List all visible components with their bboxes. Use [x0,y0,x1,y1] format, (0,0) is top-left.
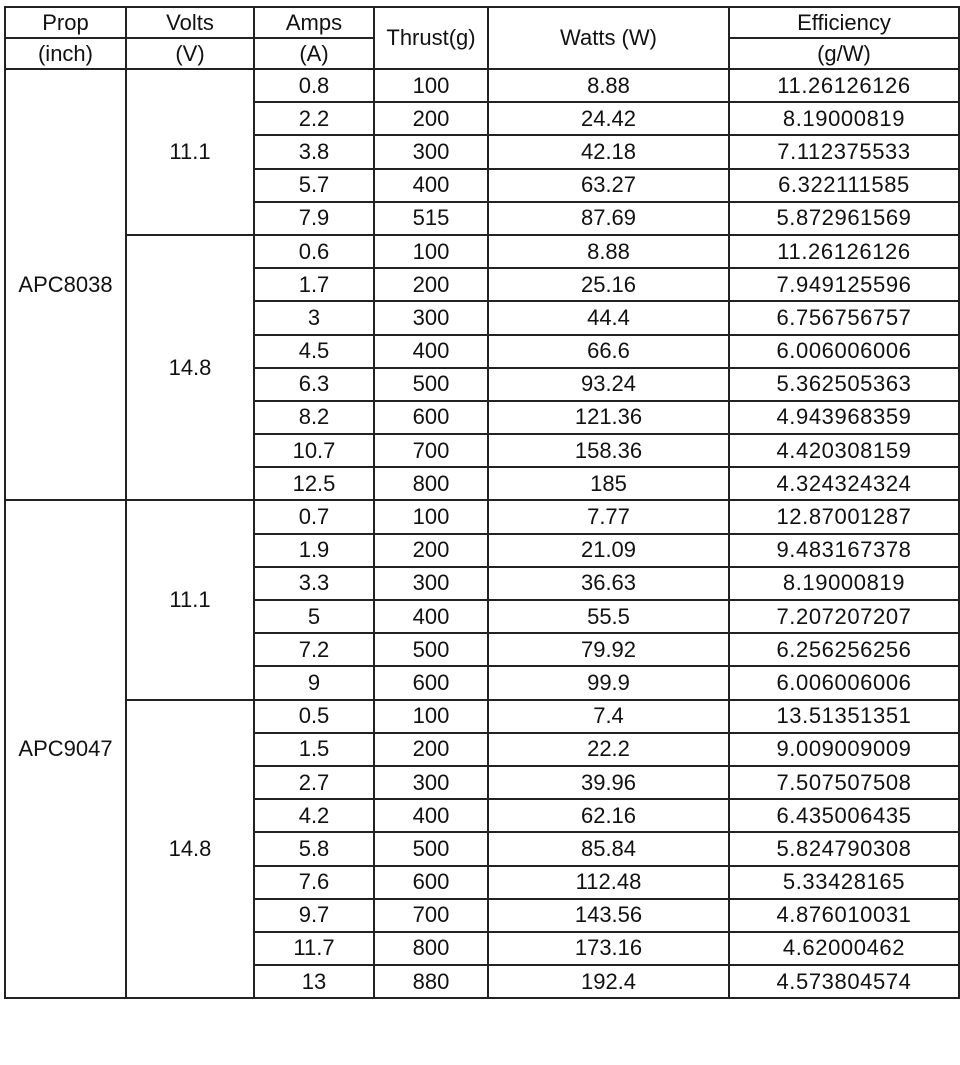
amps-cell: 9 [254,666,374,699]
watts-cell: 173.16 [488,932,729,965]
header-efficiency: Efficiency [729,7,959,38]
header-efficiency-unit: (g/W) [729,38,959,69]
amps-cell: 3.3 [254,567,374,600]
efficiency-cell: 9.009009009 [729,733,959,766]
header-thrust: Thrust(g) [374,7,488,69]
amps-cell: 1.7 [254,268,374,301]
watts-cell: 158.36 [488,434,729,467]
efficiency-cell: 4.943968359 [729,401,959,434]
watts-cell: 63.27 [488,169,729,202]
amps-cell: 2.2 [254,102,374,135]
watts-cell: 24.42 [488,102,729,135]
watts-cell: 42.18 [488,135,729,168]
efficiency-cell: 4.420308159 [729,434,959,467]
efficiency-cell: 5.824790308 [729,832,959,865]
header-prop: Prop [5,7,126,38]
efficiency-cell: 6.006006006 [729,335,959,368]
efficiency-cell: 5.33428165 [729,866,959,899]
prop-cell: APC8038 [5,69,126,500]
thrust-cell: 200 [374,268,488,301]
table-header [5,7,959,69]
amps-cell: 3 [254,301,374,334]
watts-cell: 99.9 [488,666,729,699]
amps-cell: 2.7 [254,766,374,799]
table-body [5,69,959,998]
header-volts-unit: (V) [126,38,254,69]
header-amps: Amps [254,7,374,38]
thrust-cell: 300 [374,135,488,168]
volts-cell: 14.8 [126,235,254,501]
watts-cell: 87.69 [488,202,729,235]
thrust-cell: 880 [374,965,488,998]
watts-cell: 8.88 [488,69,729,102]
table-row [5,700,959,733]
volts-cell: 11.1 [126,69,254,235]
watts-cell: 22.2 [488,733,729,766]
thrust-cell: 300 [374,301,488,334]
amps-cell: 6.3 [254,368,374,401]
efficiency-cell: 7.507507508 [729,766,959,799]
amps-cell: 7.9 [254,202,374,235]
thrust-cell: 800 [374,467,488,500]
amps-cell: 4.5 [254,335,374,368]
watts-cell: 39.96 [488,766,729,799]
prop-cell: APC9047 [5,500,126,998]
amps-cell: 13 [254,965,374,998]
thrust-cell: 100 [374,235,488,268]
efficiency-cell: 6.322111585 [729,169,959,202]
thrust-table-container [4,6,958,999]
thrust-cell: 700 [374,899,488,932]
table-row [5,69,959,102]
efficiency-cell: 5.362505363 [729,368,959,401]
thrust-cell: 200 [374,102,488,135]
thrust-cell: 500 [374,368,488,401]
amps-cell: 10.7 [254,434,374,467]
amps-cell: 9.7 [254,899,374,932]
amps-cell: 5.8 [254,832,374,865]
thrust-cell: 100 [374,69,488,102]
thrust-cell: 500 [374,633,488,666]
watts-cell: 7.77 [488,500,729,533]
thrust-cell: 800 [374,932,488,965]
amps-cell: 7.6 [254,866,374,899]
header-row-1 [5,7,959,38]
watts-cell: 121.36 [488,401,729,434]
efficiency-cell: 13.51351351 [729,700,959,733]
amps-cell: 4.2 [254,799,374,832]
efficiency-cell: 6.256256256 [729,633,959,666]
thrust-cell: 400 [374,169,488,202]
amps-cell: 0.5 [254,700,374,733]
watts-cell: 25.16 [488,268,729,301]
table-row [5,500,959,533]
watts-cell: 143.56 [488,899,729,932]
watts-cell: 93.24 [488,368,729,401]
efficiency-cell: 4.324324324 [729,467,959,500]
header-volts: Volts [126,7,254,38]
amps-cell: 11.7 [254,932,374,965]
thrust-cell: 500 [374,832,488,865]
efficiency-cell: 8.19000819 [729,102,959,135]
efficiency-cell: 11.26126126 [729,235,959,268]
thrust-cell: 100 [374,700,488,733]
watts-cell: 55.5 [488,600,729,633]
efficiency-cell: 5.872961569 [729,202,959,235]
thrust-cell: 200 [374,534,488,567]
thrust-cell: 600 [374,866,488,899]
amps-cell: 7.2 [254,633,374,666]
amps-cell: 3.8 [254,135,374,168]
watts-cell: 66.6 [488,335,729,368]
amps-cell: 1.5 [254,733,374,766]
efficiency-cell: 12.87001287 [729,500,959,533]
amps-cell: 5 [254,600,374,633]
thrust-cell: 100 [374,500,488,533]
amps-cell: 1.9 [254,534,374,567]
watts-cell: 112.48 [488,866,729,899]
header-watts: Watts (W) [488,7,729,69]
efficiency-cell: 4.573804574 [729,965,959,998]
watts-cell: 185 [488,467,729,500]
header-prop-unit: (inch) [5,38,126,69]
thrust-cell: 515 [374,202,488,235]
amps-cell: 0.8 [254,69,374,102]
amps-cell: 0.6 [254,235,374,268]
watts-cell: 44.4 [488,301,729,334]
watts-cell: 79.92 [488,633,729,666]
efficiency-cell: 7.949125596 [729,268,959,301]
thrust-data-table [4,6,960,999]
watts-cell: 7.4 [488,700,729,733]
watts-cell: 36.63 [488,567,729,600]
watts-cell: 192.4 [488,965,729,998]
thrust-cell: 200 [374,733,488,766]
thrust-cell: 400 [374,335,488,368]
thrust-cell: 300 [374,766,488,799]
header-amps-unit: (A) [254,38,374,69]
efficiency-cell: 9.483167378 [729,534,959,567]
volts-cell: 11.1 [126,500,254,699]
amps-cell: 8.2 [254,401,374,434]
efficiency-cell: 6.006006006 [729,666,959,699]
thrust-cell: 600 [374,401,488,434]
thrust-cell: 300 [374,567,488,600]
amps-cell: 5.7 [254,169,374,202]
watts-cell: 85.84 [488,832,729,865]
efficiency-cell: 4.876010031 [729,899,959,932]
thrust-cell: 600 [374,666,488,699]
table-row [5,235,959,268]
volts-cell: 14.8 [126,700,254,999]
watts-cell: 21.09 [488,534,729,567]
efficiency-cell: 11.26126126 [729,69,959,102]
efficiency-cell: 4.62000462 [729,932,959,965]
watts-cell: 8.88 [488,235,729,268]
thrust-cell: 400 [374,600,488,633]
watts-cell: 62.16 [488,799,729,832]
thrust-cell: 700 [374,434,488,467]
amps-cell: 12.5 [254,467,374,500]
efficiency-cell: 7.112375533 [729,135,959,168]
amps-cell: 0.7 [254,500,374,533]
efficiency-cell: 8.19000819 [729,567,959,600]
efficiency-cell: 6.435006435 [729,799,959,832]
efficiency-cell: 6.756756757 [729,301,959,334]
efficiency-cell: 7.207207207 [729,600,959,633]
thrust-cell: 400 [374,799,488,832]
